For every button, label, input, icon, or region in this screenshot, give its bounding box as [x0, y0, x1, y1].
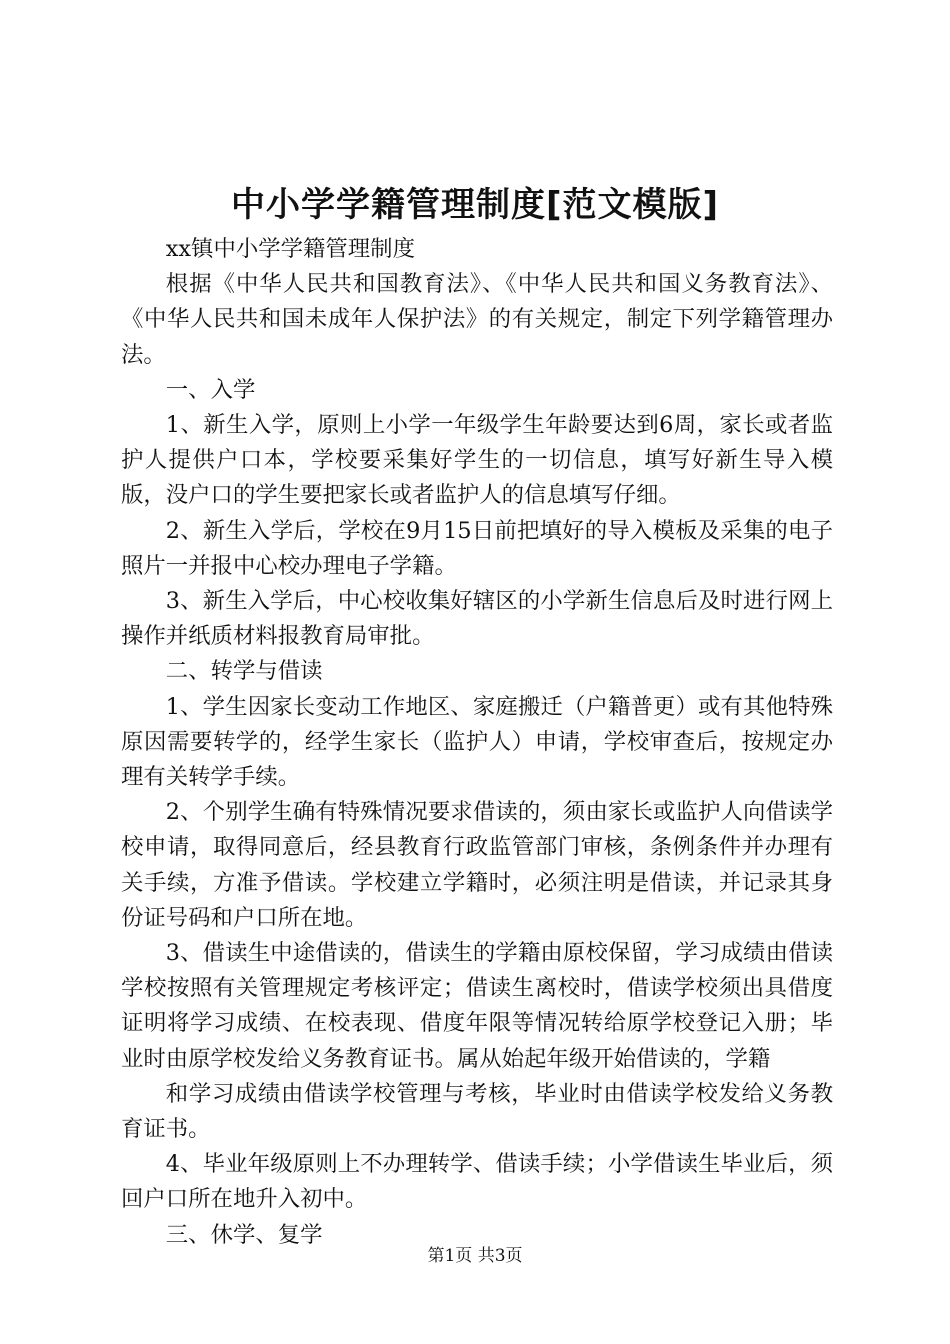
- paragraph-enrollment-2: 2、新生入学后，学校在9月15日前把填好的导入模板及采集的电子照片一并报中心校办理电子学籍。: [121, 517, 833, 579]
- section-heading-transfer: 二、转学与借读: [165, 658, 323, 685]
- paragraph-enrollment-3: 3、新生入学后，中心校收集好辖区的小学新生信息后及时进行网上操作并纸质材料报教育局审批。: [121, 588, 833, 650]
- paragraph-transfer-2: 2、个别学生确有特殊情况要求借读的，须由家长或监护人向借读学校申请，取得同意后，经县教育行政监管部门审核，条例条件并办理有关手续，方准予借读。学校建立学籍时，必须注明是借读，并记录其身份证号码和户口所在地。: [121, 799, 833, 931]
- paragraph-subtitle: xx镇中小学学籍管理制度: [165, 236, 415, 262]
- page-footer: 第1页 共3页: [427, 1246, 523, 1266]
- section-heading-enrollment: 一、入学: [165, 376, 256, 403]
- paragraph-transfer-3-continued: 和学习成绩由借读学校管理与考核，毕业时由借读学校发给义务教育证书。: [121, 1080, 833, 1143]
- document-body: [121, 232, 833, 1253]
- page-title: 中小学学籍管理制度[范文模版]: [230, 185, 720, 225]
- paragraph-transfer-1: 1、学生因家长变动工作地区、家庭搬迁（户籍普更）或有其他特殊原因需要转学的，经学生家长（监护人）申请，学校审查后，按规定办理有关转学手续。: [121, 693, 833, 791]
- paragraph-transfer-4: 4、毕业年级原则上不办理转学、借读手续；小学借读生毕业后，须回户口所在地升入初中。: [121, 1151, 833, 1213]
- paragraph-transfer-3: 3、借读生中途借读的，借读生的学籍由原校保留，学习成绩由借读学校按照有关管理规定考核评定；借读生离校时，借读学校须出具借度证明将学习成绩、在校表现、借度年限等情况转给原学校登记入册；毕业时由原学校发给义务教育证书。属从始起年级开始借读的，学籍: [121, 940, 833, 1072]
- paragraph-preamble: 根据《中华人民共和国教育法》、《中华人民共和国义务教育法》、《中华人民共和国未成年人保护法》的有关规定，制定下列学籍管理办法。: [121, 271, 833, 368]
- section-heading-suspension: 三、休学、复学: [165, 1221, 323, 1248]
- paragraph-enrollment-1: 1、新生入学，原则上小学一年级学生年龄要达到6周，家长或者监护人提供户口本，学校要采集好学生的一切信息，填写好新生导入模版，没户口的学生要把家长或者监护人的信息填写仔细。: [121, 412, 833, 509]
